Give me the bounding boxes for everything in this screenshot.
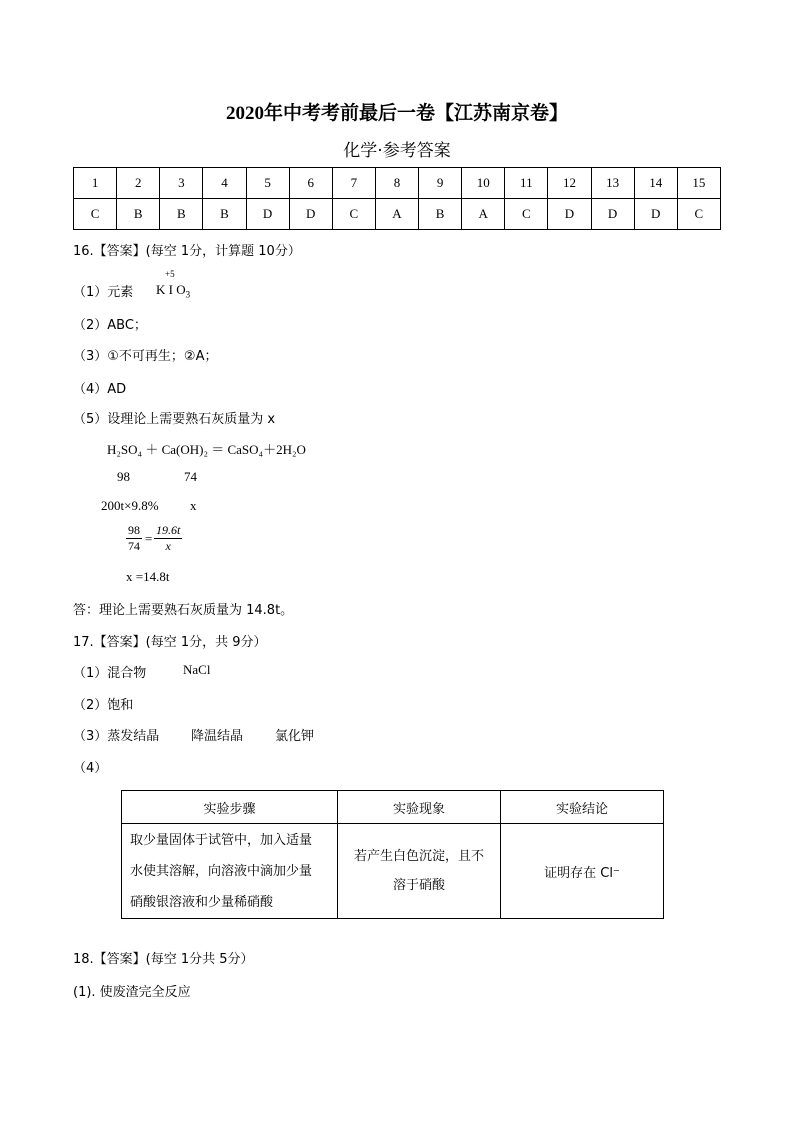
question-number-cell: 11 [505,168,548,199]
q16-mass-98: 98 [117,469,130,484]
q16-formula-sub: 3 [185,289,191,300]
q16-part3: （3）①不可再生；②A； [73,349,218,364]
answer-cell: B [419,199,462,230]
question-number-cell: 4 [203,168,246,199]
question-number-cell: 10 [462,168,505,199]
question-number-cell: 14 [634,168,677,199]
step-line: 取少量固体于试管中，加入适量 [130,832,313,848]
question-number-cell: 12 [548,168,591,199]
experiment-table [121,790,664,919]
q16-result: x =14.8t [126,569,170,584]
answer-cell: C [677,199,720,230]
answer-cell: C [332,199,375,230]
answer-cell: D [591,199,634,230]
answer-cell: B [117,199,160,230]
q16-part4: （4）AD [73,382,127,397]
question-number-cell: 8 [375,168,418,199]
q17-part1-label: （1）混合物 [73,666,147,681]
step-line: 水使其溶解，向溶液中滴加少量 [130,863,313,879]
answer-cell: A [462,199,505,230]
question-number-cell: 1 [74,168,117,199]
question-number-cell: 7 [332,168,375,199]
q16-part5: （5）设理论上需要熟石灰质量为 x [73,412,276,427]
q16-formula-main: K I O [156,282,186,297]
q17-part3-c: 氯化钾 [275,729,315,744]
q16-fraction-equals: = [145,531,153,546]
q16-part1-label: （1）元素 [73,285,134,300]
question-number-cell: 5 [246,168,289,199]
q16-given: 200t×9.8% [101,498,159,513]
q16-equation: H₂SO₄ ＋ Ca(OH)₂ ＝ CaSO₄＋2H₂O [107,442,306,457]
answer-cell: A [375,199,418,230]
q16-conclusion: 答：理论上需要熟石灰质量为 14.8t。 [73,603,294,618]
question-number-cell: 2 [117,168,160,199]
fraction-numerator: 19.6t [156,523,181,537]
q17-part2: （2）饱和 [73,698,134,713]
question-number-cell: 9 [419,168,462,199]
answer-cell: C [74,199,117,230]
step-line: 硝酸银溶液和少量稀硝酸 [130,894,274,910]
cell-steps [122,824,338,919]
q16-header: 16.【答案】(每空 1分，计算题 10分） [73,244,301,259]
q17-part3-label: （3）蒸发结晶 [73,729,160,744]
phenomenon-line: 溶于硝酸 [392,878,445,893]
header-conclusion: 实验结论 [501,791,664,824]
answer-table-number-row [74,168,721,199]
answer-cell: D [634,199,677,230]
answer-cell: D [289,199,332,230]
page-title: 2020年中考考前最后一卷【江苏南京卷】 [225,103,568,124]
q17-header: 17.【答案】(每空 1分，共 9分） [73,635,267,650]
page-subtitle: 化学·参考答案 [343,141,451,161]
q18-header: 18.【答案】(每空 1分共 5分） [73,952,254,967]
q17-part3-b: 降温结晶 [191,729,244,744]
answer-table-answer-row [74,199,721,230]
answer-cell: B [160,199,203,230]
q16-valence: +5 [165,269,175,279]
header-steps: 实验步骤 [122,791,338,824]
q18-part1: (1). 使废渣完全反应 [73,985,191,1000]
q16-unknown: x [190,498,197,513]
answer-table [73,167,721,230]
question-number-cell: 13 [591,168,634,199]
fraction-numerator: 98 [128,523,140,537]
fraction-denominator: 74 [128,539,140,553]
answer-cell: C [505,199,548,230]
q16-formula [156,282,190,300]
experiment-table-header-row [122,791,664,824]
q17-part4: （4） [73,761,108,776]
cell-phenomenon [338,824,501,919]
q16-fraction-right [154,523,182,554]
experiment-table-body-row [122,824,664,919]
header-phenomenon: 实验现象 [338,791,501,824]
phenomenon-line: 若产生白色沉淀，且不 [353,849,484,864]
question-number-cell: 15 [677,168,720,199]
question-number-cell: 6 [289,168,332,199]
q16-mass-74: 74 [184,469,197,484]
answer-cell: D [246,199,289,230]
fraction-denominator: x [154,538,182,554]
q16-part2: （2）ABC； [73,318,147,333]
answer-cell: D [548,199,591,230]
cell-conclusion: 证明存在 Cl⁻ [501,824,664,919]
question-number-cell: 3 [160,168,203,199]
q17-part1-value: NaCl [183,662,211,677]
answer-cell: B [203,199,246,230]
q16-fraction-left [126,523,142,554]
